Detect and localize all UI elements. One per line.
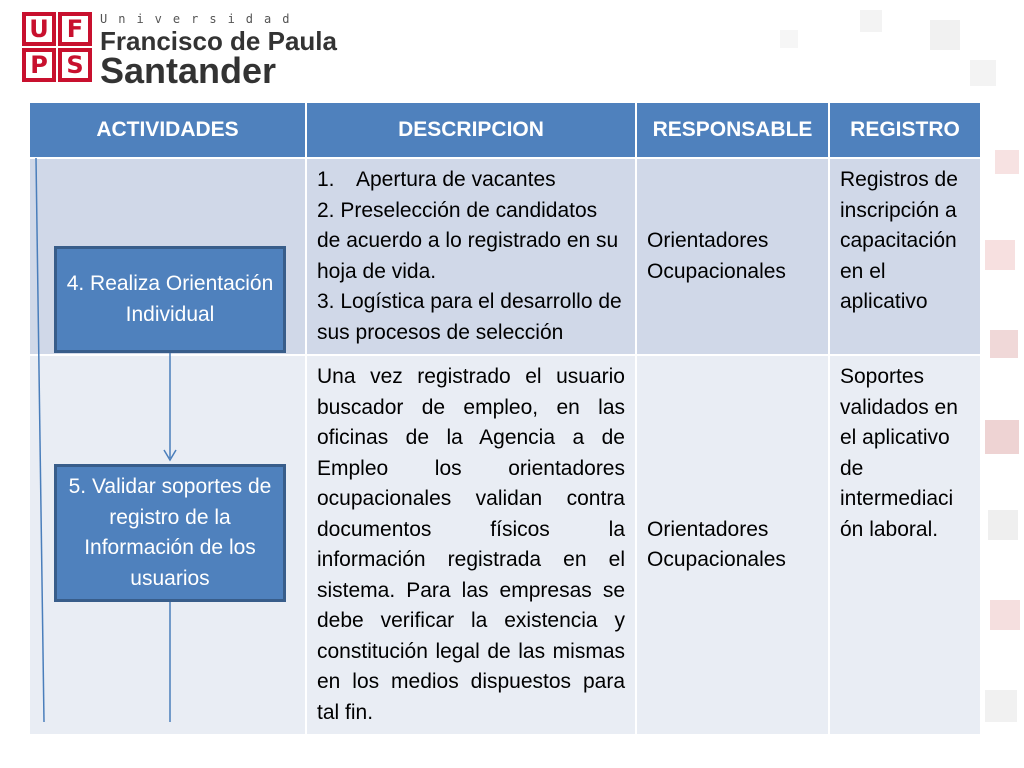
description-list (317, 165, 625, 348)
responsible-cell: Orientadores Ocupacionales (636, 355, 829, 735)
header-actividades: ACTIVIDADES (29, 102, 306, 158)
university-logo (22, 10, 337, 91)
process-table-wrap (28, 101, 980, 726)
logo-name-line2: Santander (100, 50, 277, 91)
list-text: Apertura de vacantes (356, 168, 556, 191)
list-item (317, 165, 625, 196)
header-registro: REGISTRO (829, 102, 981, 158)
logo-mark (22, 12, 92, 82)
list-item: 3. Logística para el desarrollo de sus procesos de selección (317, 290, 622, 344)
activity-box-4: 4. Realiza Orientación Individual (54, 246, 286, 353)
logo-cell: P (22, 48, 56, 82)
logo-cell: F (58, 12, 92, 46)
list-number: 1. (317, 168, 335, 191)
activity-box-5: 5. Validar soportes de registro de la Información de los usuarios (54, 464, 286, 602)
list-item: 2. Preselección de candidatos de acuerdo a lo registrado en su hoja de vida. (317, 198, 619, 283)
description-cell (306, 158, 636, 355)
responsible-cell: Orientadores Ocupacionales (636, 158, 829, 355)
registry-cell: Registros de inscripción a capacitación en el aplicativo (829, 158, 981, 355)
process-table (28, 101, 982, 736)
table-header-row (29, 102, 981, 158)
header-responsable: RESPONSABLE (636, 102, 829, 158)
logo-cell: U (22, 12, 56, 46)
logo-name-line1: Francisco de Paula (100, 26, 337, 56)
logo-universidad: Universidad (100, 12, 301, 26)
logo-cell: S (58, 48, 92, 82)
logo-text (100, 10, 337, 91)
description-cell: Una vez registrado el usuario buscador de empleo, en las oficinas de la Agencia a de Empleo los orientadores ocupacionales validan contra documentos físicos la información registrada en el sistema. Para las empresas se debe verificar la existencia y constitución legal de las mismas en los medios dispuestos para tal fin. (306, 355, 636, 735)
registry-cell: Soportes validados en el aplicativo de intermediaci ón laboral. (829, 355, 981, 735)
header-descripcion: DESCRIPCION (306, 102, 636, 158)
